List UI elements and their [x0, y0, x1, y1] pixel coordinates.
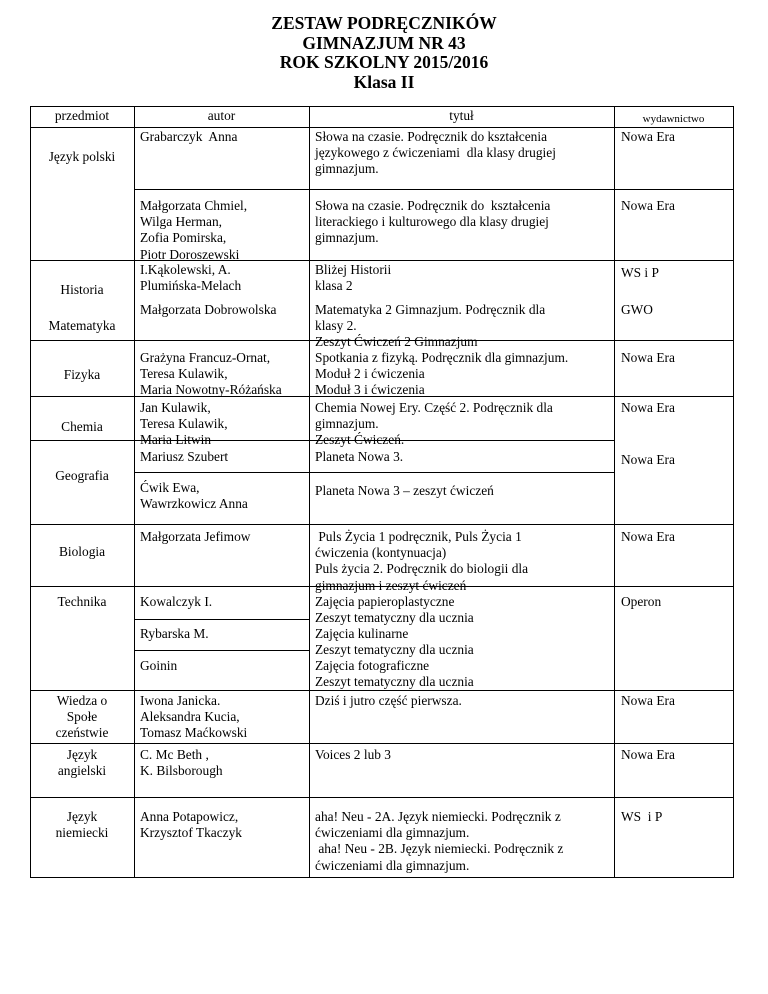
header-title: tytuł [449, 108, 474, 123]
subject-fizyka: Fizyka [63, 367, 101, 382]
author-cell: Małgorzata Dobrowolska [140, 302, 277, 317]
publisher-cell: Nowa Era [621, 529, 675, 544]
subject-matematyka: Matematyka [48, 318, 116, 333]
publisher-cell: WS i P [621, 265, 659, 280]
title-cell: Słowa na czasie. Podręcznik do kształcenia językowego z ćwiczeniami dla klasy drugiej gimnazjum. [315, 129, 556, 177]
header-publisher: wydawnictwo [642, 113, 705, 125]
publisher-cell: GWO [621, 302, 653, 317]
title-cell: Matematyka 2 Gimnazjum. Podręcznik dla klasy 2. Zeszyt Ćwiczeń 2 Gimnazjum [315, 302, 546, 350]
title-cell: Dziś i jutro część pierwsza. [315, 693, 462, 708]
publisher-cell: Nowa Era [621, 350, 675, 365]
publisher-cell: Nowa Era [621, 693, 675, 708]
title-line-3: ROK SZKOLNY 2015/2016 [279, 52, 489, 72]
grid-line [134, 650, 309, 651]
header-subject: przedmiot [54, 108, 110, 123]
author-cell: Rybarska M. [140, 626, 209, 641]
publisher-cell: Nowa Era [621, 198, 675, 213]
grid-line [30, 743, 734, 744]
author-cell: C. Mc Beth , K. Bilsborough [140, 747, 223, 779]
subject-biologia: Biologia [58, 544, 106, 559]
header-author: autor [207, 108, 236, 123]
publisher-cell: Nowa Era [621, 452, 675, 467]
subject-historia: Historia [60, 282, 104, 297]
title-cell: Planeta Nowa 3 – zeszyt ćwiczeń [315, 483, 494, 498]
publisher-cell: Operon [621, 594, 662, 609]
grid-line [30, 106, 734, 107]
author-cell: Goinin [140, 658, 178, 673]
grid-line [134, 619, 309, 620]
author-cell: I.Kąkolewski, A. Plumińska-Melach [140, 262, 242, 294]
title-cell: aha! Neu - 2A. Język niemiecki. Podręcznik z ćwiczeniami dla gimnazjum. aha! Neu - 2B. Język niemiecki. Podręcznik z ćwiczeniami dla gimnazjum. [315, 809, 564, 873]
title-cell: Bliżej Historii klasa 2 [315, 262, 392, 294]
author-cell: Iwona Janicka. Aleksandra Kucia, Tomasz Maćkowski [140, 693, 248, 741]
title-cell: Chemia Nowej Ery. Część 2. Podręcznik dla gimnazjum. Zeszyt Ćwiczeń. [315, 400, 553, 448]
author-cell: Anna Potapowicz, Krzysztof Tkaczyk [140, 809, 242, 841]
author-cell: Mariusz Szubert [140, 449, 229, 464]
subject-wiedza-o-spoleczenstwie: Wiedza o Społe czeństwie [55, 693, 109, 741]
author-cell: Ćwik Ewa, Wawrzkowicz Anna [140, 480, 248, 512]
publisher-cell: Nowa Era [621, 747, 675, 762]
grid-line [30, 260, 734, 261]
title-cell: Zajęcia fotograficzne Zeszyt tematyczny dla ucznia [315, 658, 474, 690]
title-cell: Słowa na czasie. Podręcznik do kształcenia literackiego i kulturowego dla klasy drugiej gimnazjum. [315, 198, 551, 246]
author-cell: Kowalczyk I. [140, 594, 213, 609]
title-cell: Puls Życia 1 podręcznik, Puls Życia 1 ćwiczenia (kontynuacja) Puls życia 2. Podręcznik do biologii dla gimnazjum i zeszyt ćwiczeń [315, 529, 529, 593]
grid-line [134, 189, 734, 190]
author-cell: Małgorzata Jefimow [140, 529, 251, 544]
grid-line [134, 472, 614, 473]
publisher-cell: WS i P [621, 809, 663, 824]
author-cell: Małgorzata Chmiel, Wilga Herman, Zofia Pomirska, Piotr Doroszewski [140, 198, 248, 262]
title-line-2: GIMNAZJUM NR 43 [302, 32, 466, 53]
publisher-cell: Nowa Era [621, 400, 675, 415]
grid-line [134, 106, 135, 878]
title-cell: Planeta Nowa 3. [315, 449, 404, 464]
subject-jezyk-polski: Język polski [48, 149, 116, 164]
grid-line [614, 106, 615, 878]
subject-jezyk-niemiecki: Język niemiecki [55, 809, 109, 841]
subject-chemia: Chemia [61, 419, 103, 434]
grid-line [309, 106, 310, 878]
author-cell: Grabarczyk Anna [140, 129, 238, 144]
title-line-1: ZESTAW PODRĘCZNIKÓW [271, 13, 497, 33]
grid-line [30, 877, 734, 878]
subject-technika: Technika [57, 594, 107, 609]
author-cell: Grażyna Francuz-Ornat, Teresa Kulawik, Maria Nowotny-Różańska [140, 350, 282, 398]
title-line-4: Klasa II [353, 71, 415, 92]
subject-geografia: Geografia [55, 468, 109, 483]
grid-line [30, 524, 734, 525]
grid-line [733, 106, 734, 878]
author-cell: Jan Kulawik, Teresa Kulawik, Maria Litwin [140, 400, 228, 448]
title-cell: Zajęcia papieroplastyczne Zeszyt tematyczny dla ucznia [315, 594, 474, 626]
grid-line [30, 797, 734, 798]
title-cell: Zajęcia kulinarne Zeszyt tematyczny dla ucznia [315, 626, 474, 658]
title-cell: Voices 2 lub 3 [315, 747, 392, 762]
subject-jezyk-angielski: Język angielski [57, 747, 107, 779]
title-cell: Spotkania z fizyką. Podręcznik dla gimnazjum. Moduł 2 i ćwiczenia Moduł 3 i ćwiczenia [315, 350, 569, 398]
publisher-cell: Nowa Era [621, 129, 675, 144]
